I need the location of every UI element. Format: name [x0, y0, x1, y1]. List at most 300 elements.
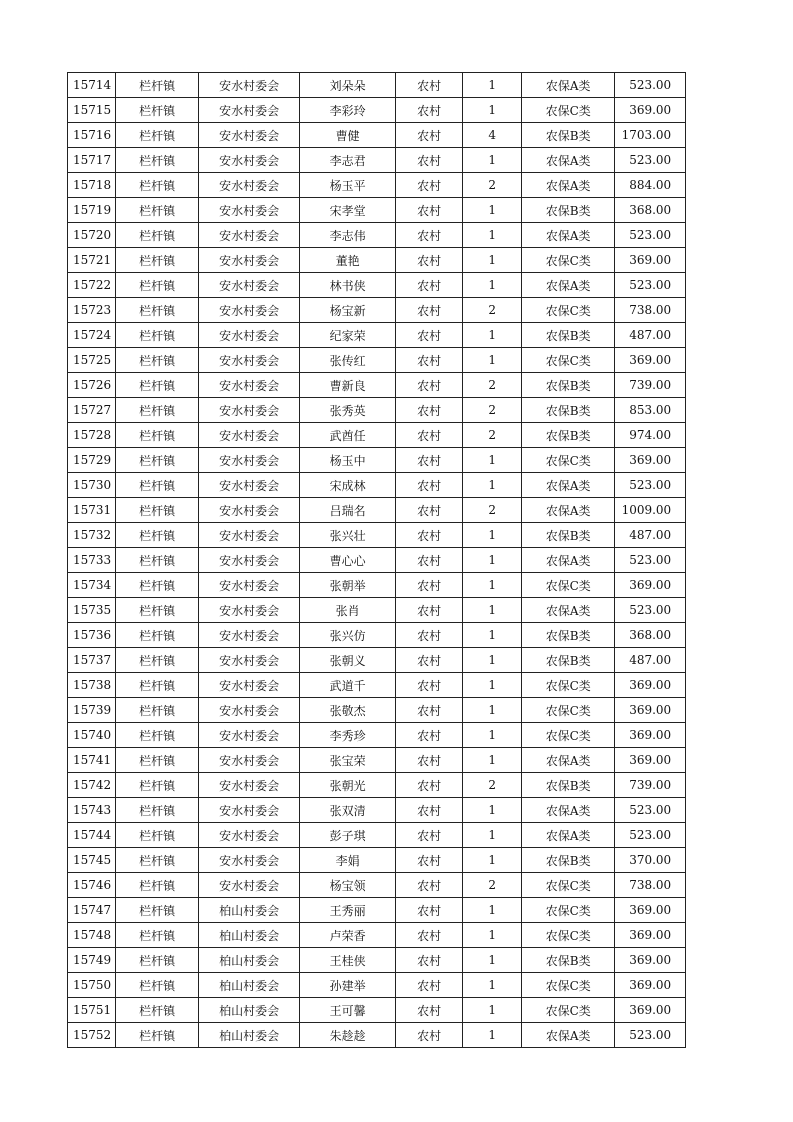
cell-person-name: 李秀珍: [300, 723, 396, 748]
table-row: [68, 923, 686, 948]
cell-amount: 369.00: [615, 248, 686, 273]
cell-household-count: 1: [463, 198, 522, 223]
cell-person-name: 张朝举: [300, 573, 396, 598]
table-row: [68, 523, 686, 548]
table-row: [68, 673, 686, 698]
cell-area-type: 农村: [396, 748, 463, 773]
cell-person-name: 张兴仿: [300, 623, 396, 648]
cell-record-id: 15735: [68, 598, 116, 623]
cell-household-count: 2: [463, 373, 522, 398]
cell-record-id: 15720: [68, 223, 116, 248]
cell-insurance-category: 农保A类: [522, 173, 615, 198]
cell-amount: 523.00: [615, 73, 686, 98]
cell-insurance-category: 农保A类: [522, 598, 615, 623]
cell-record-id: 15716: [68, 123, 116, 148]
cell-insurance-category: 农保B类: [522, 623, 615, 648]
cell-record-id: 15742: [68, 773, 116, 798]
cell-amount: 523.00: [615, 223, 686, 248]
cell-village-committee: 安水村委会: [199, 398, 300, 423]
cell-household-count: 1: [463, 573, 522, 598]
cell-insurance-category: 农保B类: [522, 948, 615, 973]
cell-person-name: 杨玉中: [300, 448, 396, 473]
cell-insurance-category: 农保C类: [522, 448, 615, 473]
cell-person-name: 张传红: [300, 348, 396, 373]
cell-insurance-category: 农保A类: [522, 548, 615, 573]
cell-amount: 738.00: [615, 298, 686, 323]
cell-town: 栏杆镇: [116, 548, 199, 573]
cell-amount: 369.00: [615, 723, 686, 748]
cell-amount: 853.00: [615, 398, 686, 423]
cell-town: 栏杆镇: [116, 323, 199, 348]
cell-town: 栏杆镇: [116, 573, 199, 598]
cell-household-count: 1: [463, 823, 522, 848]
table-row: [68, 848, 686, 873]
cell-area-type: 农村: [396, 173, 463, 198]
cell-village-committee: 柏山村委会: [199, 998, 300, 1023]
cell-area-type: 农村: [396, 948, 463, 973]
cell-record-id: 15750: [68, 973, 116, 998]
cell-village-committee: 安水村委会: [199, 798, 300, 823]
cell-amount: 369.00: [615, 973, 686, 998]
cell-amount: 369.00: [615, 948, 686, 973]
table-body: [68, 73, 686, 1048]
cell-household-count: 1: [463, 598, 522, 623]
cell-household-count: 1: [463, 898, 522, 923]
cell-record-id: 15748: [68, 923, 116, 948]
cell-area-type: 农村: [396, 598, 463, 623]
cell-insurance-category: 农保B类: [522, 423, 615, 448]
cell-insurance-category: 农保A类: [522, 1023, 615, 1048]
cell-household-count: 1: [463, 723, 522, 748]
cell-insurance-category: 农保B类: [522, 123, 615, 148]
cell-household-count: 2: [463, 423, 522, 448]
cell-person-name: 曹新良: [300, 373, 396, 398]
cell-area-type: 农村: [396, 998, 463, 1023]
cell-area-type: 农村: [396, 698, 463, 723]
cell-village-committee: 安水村委会: [199, 73, 300, 98]
cell-village-committee: 柏山村委会: [199, 923, 300, 948]
cell-insurance-category: 农保A类: [522, 748, 615, 773]
table-row: [68, 998, 686, 1023]
cell-person-name: 张兴壮: [300, 523, 396, 548]
cell-record-id: 15734: [68, 573, 116, 598]
cell-area-type: 农村: [396, 723, 463, 748]
cell-insurance-category: 农保A类: [522, 498, 615, 523]
cell-area-type: 农村: [396, 773, 463, 798]
cell-person-name: 张朝光: [300, 773, 396, 798]
table-row: [68, 648, 686, 673]
cell-record-id: 15715: [68, 98, 116, 123]
cell-amount: 487.00: [615, 323, 686, 348]
cell-town: 栏杆镇: [116, 898, 199, 923]
cell-amount: 523.00: [615, 148, 686, 173]
cell-household-count: 1: [463, 973, 522, 998]
cell-village-committee: 安水村委会: [199, 248, 300, 273]
cell-town: 栏杆镇: [116, 448, 199, 473]
cell-insurance-category: 农保C类: [522, 923, 615, 948]
cell-area-type: 农村: [396, 298, 463, 323]
cell-household-count: 1: [463, 273, 522, 298]
cell-area-type: 农村: [396, 798, 463, 823]
cell-insurance-category: 农保B类: [522, 523, 615, 548]
cell-record-id: 15723: [68, 298, 116, 323]
cell-village-committee: 安水村委会: [199, 548, 300, 573]
cell-record-id: 15744: [68, 823, 116, 848]
cell-area-type: 农村: [396, 73, 463, 98]
table-row: [68, 248, 686, 273]
cell-amount: 523.00: [615, 273, 686, 298]
cell-person-name: 李志君: [300, 148, 396, 173]
cell-town: 栏杆镇: [116, 1023, 199, 1048]
cell-area-type: 农村: [396, 223, 463, 248]
cell-insurance-category: 农保C类: [522, 298, 615, 323]
cell-amount: 369.00: [615, 923, 686, 948]
cell-town: 栏杆镇: [116, 798, 199, 823]
cell-village-committee: 安水村委会: [199, 723, 300, 748]
cell-town: 栏杆镇: [116, 873, 199, 898]
cell-town: 栏杆镇: [116, 698, 199, 723]
cell-amount: 369.00: [615, 98, 686, 123]
cell-village-committee: 安水村委会: [199, 773, 300, 798]
table-row: [68, 423, 686, 448]
cell-amount: 523.00: [615, 1023, 686, 1048]
cell-town: 栏杆镇: [116, 198, 199, 223]
cell-person-name: 武酋任: [300, 423, 396, 448]
cell-person-name: 林书侠: [300, 273, 396, 298]
cell-record-id: 15751: [68, 998, 116, 1023]
cell-household-count: 1: [463, 798, 522, 823]
table-row: [68, 623, 686, 648]
cell-area-type: 农村: [396, 648, 463, 673]
cell-area-type: 农村: [396, 198, 463, 223]
cell-insurance-category: 农保C类: [522, 673, 615, 698]
cell-town: 栏杆镇: [116, 498, 199, 523]
cell-area-type: 农村: [396, 248, 463, 273]
cell-village-committee: 安水村委会: [199, 498, 300, 523]
cell-record-id: 15721: [68, 248, 116, 273]
table-row: [68, 873, 686, 898]
cell-record-id: 15733: [68, 548, 116, 573]
cell-village-committee: 安水村委会: [199, 623, 300, 648]
table-row: [68, 598, 686, 623]
cell-person-name: 卢荣香: [300, 923, 396, 948]
cell-record-id: 15746: [68, 873, 116, 898]
cell-person-name: 杨宝新: [300, 298, 396, 323]
cell-amount: 523.00: [615, 798, 686, 823]
cell-household-count: 1: [463, 148, 522, 173]
table-row: [68, 823, 686, 848]
cell-amount: 739.00: [615, 773, 686, 798]
table-row: [68, 298, 686, 323]
cell-insurance-category: 农保C类: [522, 973, 615, 998]
cell-person-name: 朱趁趁: [300, 1023, 396, 1048]
cell-village-committee: 安水村委会: [199, 123, 300, 148]
table-row: [68, 198, 686, 223]
table-row: [68, 148, 686, 173]
cell-town: 栏杆镇: [116, 73, 199, 98]
table-row: [68, 723, 686, 748]
cell-record-id: 15726: [68, 373, 116, 398]
cell-household-count: 1: [463, 623, 522, 648]
cell-household-count: 2: [463, 398, 522, 423]
cell-town: 栏杆镇: [116, 998, 199, 1023]
table-row: [68, 748, 686, 773]
cell-household-count: 1: [463, 323, 522, 348]
cell-record-id: 15729: [68, 448, 116, 473]
cell-amount: 523.00: [615, 473, 686, 498]
cell-area-type: 农村: [396, 623, 463, 648]
cell-person-name: 曹健: [300, 123, 396, 148]
table-row: [68, 448, 686, 473]
table-row: [68, 398, 686, 423]
cell-record-id: 15730: [68, 473, 116, 498]
cell-insurance-category: 农保A类: [522, 223, 615, 248]
cell-village-committee: 安水村委会: [199, 348, 300, 373]
cell-village-committee: 安水村委会: [199, 848, 300, 873]
table-row: [68, 73, 686, 98]
cell-person-name: 宋孝堂: [300, 198, 396, 223]
cell-area-type: 农村: [396, 823, 463, 848]
cell-village-committee: 安水村委会: [199, 173, 300, 198]
cell-town: 栏杆镇: [116, 773, 199, 798]
cell-village-committee: 安水村委会: [199, 673, 300, 698]
cell-amount: 368.00: [615, 623, 686, 648]
cell-town: 栏杆镇: [116, 98, 199, 123]
cell-area-type: 农村: [396, 273, 463, 298]
cell-town: 栏杆镇: [116, 273, 199, 298]
cell-village-committee: 安水村委会: [199, 323, 300, 348]
cell-area-type: 农村: [396, 423, 463, 448]
cell-village-committee: 柏山村委会: [199, 898, 300, 923]
cell-area-type: 农村: [396, 473, 463, 498]
cell-insurance-category: 农保A类: [522, 73, 615, 98]
cell-village-committee: 安水村委会: [199, 573, 300, 598]
cell-area-type: 农村: [396, 1023, 463, 1048]
cell-insurance-category: 农保A类: [522, 823, 615, 848]
cell-household-count: 1: [463, 948, 522, 973]
cell-area-type: 农村: [396, 448, 463, 473]
cell-village-committee: 安水村委会: [199, 648, 300, 673]
cell-amount: 369.00: [615, 998, 686, 1023]
cell-amount: 739.00: [615, 373, 686, 398]
table-row: [68, 323, 686, 348]
cell-person-name: 曹心心: [300, 548, 396, 573]
cell-person-name: 李志伟: [300, 223, 396, 248]
table-row: [68, 473, 686, 498]
cell-town: 栏杆镇: [116, 923, 199, 948]
cell-town: 栏杆镇: [116, 823, 199, 848]
cell-amount: 1009.00: [615, 498, 686, 523]
cell-record-id: 15741: [68, 748, 116, 773]
cell-household-count: 1: [463, 748, 522, 773]
cell-household-count: 4: [463, 123, 522, 148]
cell-household-count: 2: [463, 298, 522, 323]
cell-record-id: 15752: [68, 1023, 116, 1048]
cell-area-type: 农村: [396, 123, 463, 148]
cell-area-type: 农村: [396, 873, 463, 898]
cell-village-committee: 安水村委会: [199, 698, 300, 723]
cell-person-name: 李娟: [300, 848, 396, 873]
cell-area-type: 农村: [396, 323, 463, 348]
cell-area-type: 农村: [396, 148, 463, 173]
cell-amount: 369.00: [615, 748, 686, 773]
cell-town: 栏杆镇: [116, 673, 199, 698]
cell-village-committee: 安水村委会: [199, 273, 300, 298]
cell-town: 栏杆镇: [116, 123, 199, 148]
cell-person-name: 张肖: [300, 598, 396, 623]
cell-town: 栏杆镇: [116, 298, 199, 323]
cell-insurance-category: 农保A类: [522, 798, 615, 823]
cell-area-type: 农村: [396, 498, 463, 523]
cell-amount: 738.00: [615, 873, 686, 898]
cell-person-name: 张秀英: [300, 398, 396, 423]
cell-town: 栏杆镇: [116, 723, 199, 748]
cell-record-id: 15743: [68, 798, 116, 823]
cell-person-name: 宋成林: [300, 473, 396, 498]
cell-person-name: 刘朵朵: [300, 73, 396, 98]
cell-amount: 370.00: [615, 848, 686, 873]
cell-insurance-category: 农保C类: [522, 348, 615, 373]
cell-insurance-category: 农保C类: [522, 723, 615, 748]
cell-record-id: 15714: [68, 73, 116, 98]
cell-insurance-category: 农保B类: [522, 198, 615, 223]
cell-person-name: 王秀丽: [300, 898, 396, 923]
cell-area-type: 农村: [396, 373, 463, 398]
table-row: [68, 698, 686, 723]
cell-village-committee: 安水村委会: [199, 873, 300, 898]
cell-village-committee: 安水村委会: [199, 748, 300, 773]
cell-record-id: 15725: [68, 348, 116, 373]
table-row: [68, 498, 686, 523]
cell-amount: 369.00: [615, 348, 686, 373]
cell-person-name: 武道千: [300, 673, 396, 698]
cell-person-name: 纪家荣: [300, 323, 396, 348]
cell-village-committee: 安水村委会: [199, 473, 300, 498]
cell-household-count: 2: [463, 773, 522, 798]
cell-amount: 974.00: [615, 423, 686, 448]
cell-person-name: 杨玉平: [300, 173, 396, 198]
cell-town: 栏杆镇: [116, 398, 199, 423]
cell-town: 栏杆镇: [116, 848, 199, 873]
cell-town: 栏杆镇: [116, 473, 199, 498]
cell-amount: 523.00: [615, 823, 686, 848]
cell-household-count: 1: [463, 223, 522, 248]
table-row: [68, 798, 686, 823]
cell-record-id: 15727: [68, 398, 116, 423]
cell-person-name: 吕瑞名: [300, 498, 396, 523]
cell-insurance-category: 农保A类: [522, 148, 615, 173]
cell-amount: 369.00: [615, 673, 686, 698]
cell-household-count: 1: [463, 523, 522, 548]
cell-insurance-category: 农保A类: [522, 473, 615, 498]
table-row: [68, 123, 686, 148]
table-row: [68, 1023, 686, 1048]
cell-insurance-category: 农保B类: [522, 398, 615, 423]
cell-insurance-category: 农保B类: [522, 373, 615, 398]
cell-household-count: 1: [463, 73, 522, 98]
cell-amount: 369.00: [615, 898, 686, 923]
cell-town: 栏杆镇: [116, 523, 199, 548]
cell-area-type: 农村: [396, 398, 463, 423]
cell-household-count: 1: [463, 848, 522, 873]
cell-area-type: 农村: [396, 573, 463, 598]
cell-village-committee: 柏山村委会: [199, 1023, 300, 1048]
cell-village-committee: 安水村委会: [199, 148, 300, 173]
cell-amount: 369.00: [615, 573, 686, 598]
cell-insurance-category: 农保C类: [522, 873, 615, 898]
cell-town: 栏杆镇: [116, 648, 199, 673]
cell-amount: 369.00: [615, 448, 686, 473]
cell-record-id: 15740: [68, 723, 116, 748]
cell-village-committee: 安水村委会: [199, 598, 300, 623]
cell-record-id: 15739: [68, 698, 116, 723]
records-table: [67, 72, 686, 1048]
table-row: [68, 898, 686, 923]
cell-town: 栏杆镇: [116, 623, 199, 648]
cell-area-type: 农村: [396, 548, 463, 573]
cell-town: 栏杆镇: [116, 373, 199, 398]
cell-household-count: 1: [463, 98, 522, 123]
cell-town: 栏杆镇: [116, 748, 199, 773]
cell-insurance-category: 农保B类: [522, 773, 615, 798]
cell-insurance-category: 农保C类: [522, 98, 615, 123]
cell-household-count: 2: [463, 173, 522, 198]
cell-amount: 523.00: [615, 548, 686, 573]
cell-area-type: 农村: [396, 923, 463, 948]
cell-amount: 487.00: [615, 523, 686, 548]
cell-village-committee: 安水村委会: [199, 448, 300, 473]
cell-person-name: 王桂侠: [300, 948, 396, 973]
cell-area-type: 农村: [396, 348, 463, 373]
cell-village-committee: 柏山村委会: [199, 948, 300, 973]
cell-town: 栏杆镇: [116, 423, 199, 448]
table-row: [68, 98, 686, 123]
cell-household-count: 1: [463, 448, 522, 473]
cell-village-committee: 安水村委会: [199, 373, 300, 398]
cell-town: 栏杆镇: [116, 148, 199, 173]
cell-record-id: 15719: [68, 198, 116, 223]
cell-village-committee: 安水村委会: [199, 198, 300, 223]
cell-household-count: 1: [463, 923, 522, 948]
cell-insurance-category: 农保C类: [522, 248, 615, 273]
cell-area-type: 农村: [396, 98, 463, 123]
cell-record-id: 15732: [68, 523, 116, 548]
cell-amount: 369.00: [615, 698, 686, 723]
cell-record-id: 15718: [68, 173, 116, 198]
cell-household-count: 1: [463, 248, 522, 273]
table-row: [68, 948, 686, 973]
cell-village-committee: 安水村委会: [199, 423, 300, 448]
cell-amount: 1703.00: [615, 123, 686, 148]
table-row: [68, 373, 686, 398]
cell-insurance-category: 农保C类: [522, 573, 615, 598]
cell-town: 栏杆镇: [116, 598, 199, 623]
cell-area-type: 农村: [396, 973, 463, 998]
cell-person-name: 李彩玲: [300, 98, 396, 123]
cell-area-type: 农村: [396, 898, 463, 923]
table-row: [68, 273, 686, 298]
cell-record-id: 15745: [68, 848, 116, 873]
cell-village-committee: 安水村委会: [199, 823, 300, 848]
cell-insurance-category: 农保C类: [522, 898, 615, 923]
cell-household-count: 1: [463, 348, 522, 373]
cell-town: 栏杆镇: [116, 948, 199, 973]
cell-person-name: 彭子琪: [300, 823, 396, 848]
cell-person-name: 张朝义: [300, 648, 396, 673]
cell-insurance-category: 农保C类: [522, 698, 615, 723]
cell-record-id: 15747: [68, 898, 116, 923]
cell-record-id: 15736: [68, 623, 116, 648]
